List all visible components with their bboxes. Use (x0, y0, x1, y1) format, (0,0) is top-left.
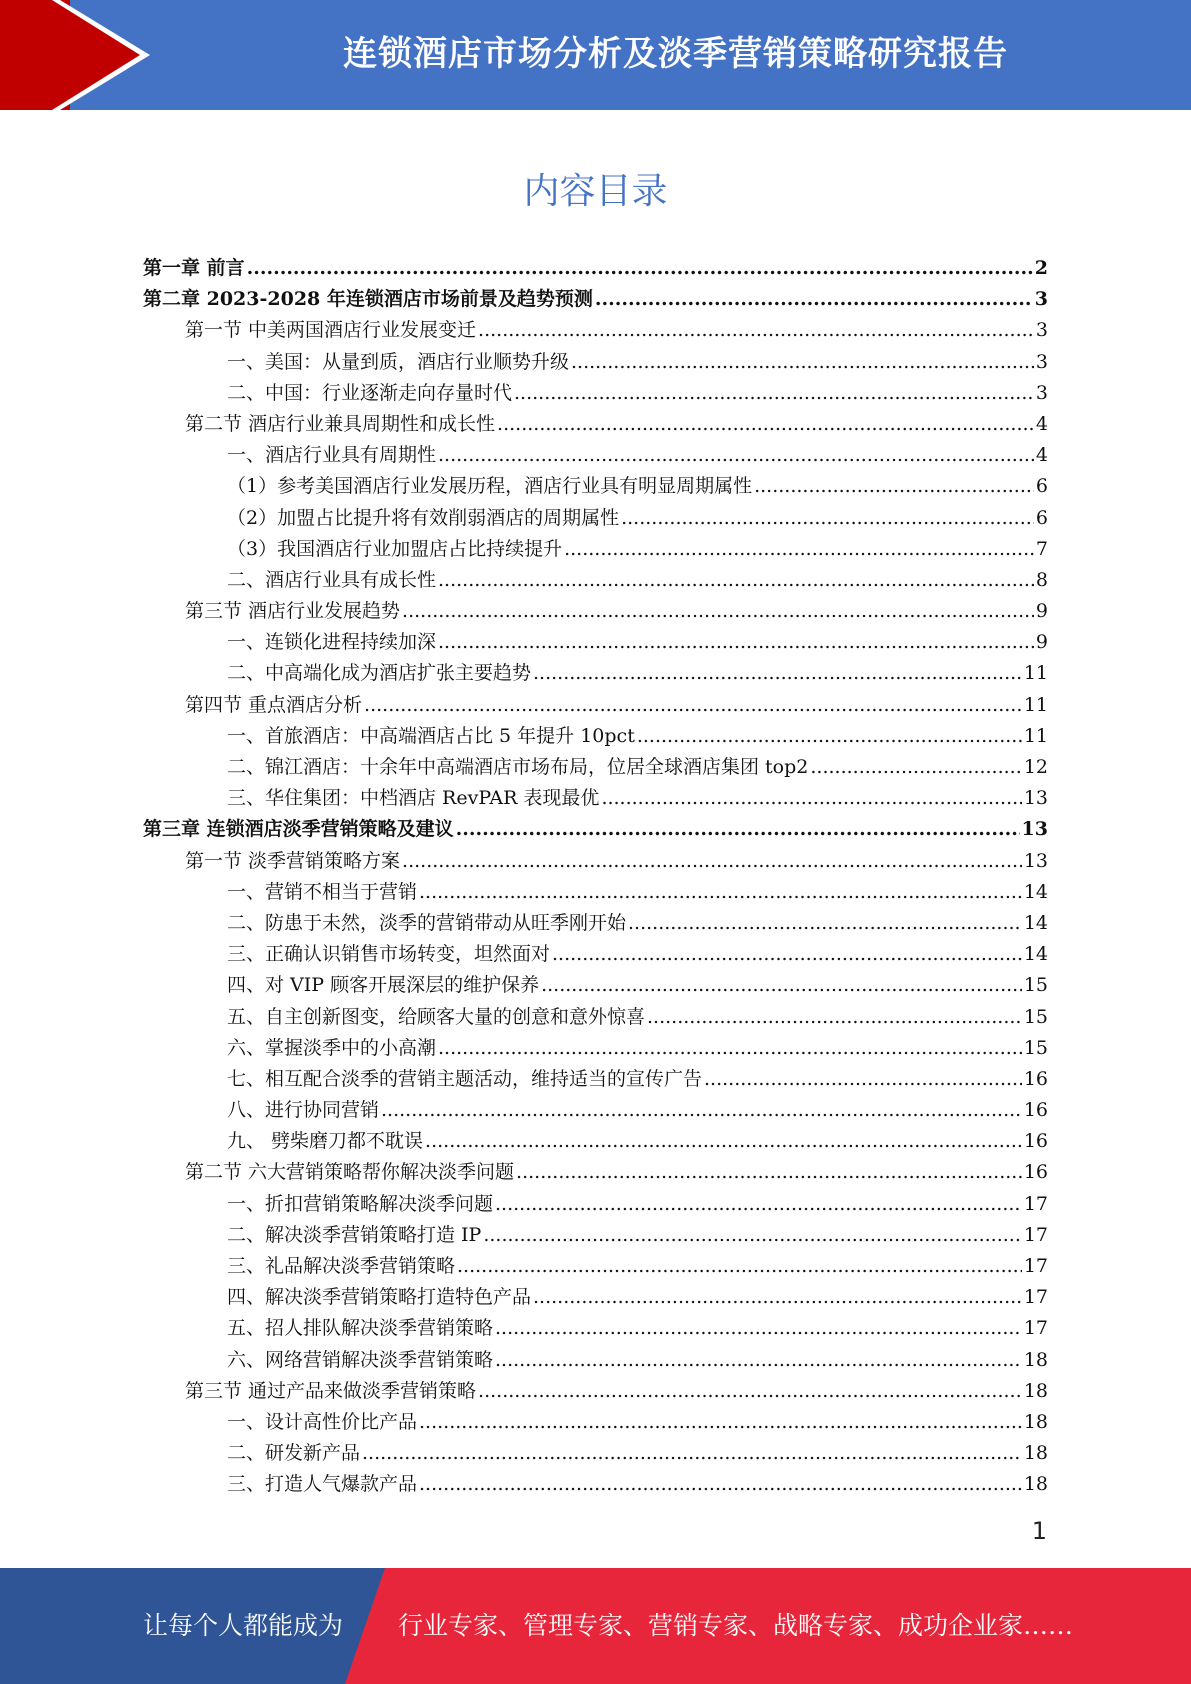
toc-dot-leader (478, 1376, 1022, 1407)
toc-entry-title: 一、连锁化进程持续加深 (227, 631, 437, 654)
toc-dot-leader (647, 1002, 1022, 1033)
toc-entry-page: 15 (1023, 974, 1048, 997)
toc-dot-leader (601, 783, 1021, 814)
toc-dot-leader (419, 1469, 1022, 1500)
toc-entry-page: 3 (1035, 381, 1048, 404)
toc-dot-leader (637, 721, 1022, 752)
toc-entry-page: 13 (1021, 818, 1048, 841)
toc-entry-title: 六、网络营销解决淡季营销策略 (227, 1348, 494, 1371)
toc-entry-title: 二、锦江酒店：十余年中高端酒店市场布局，位居全球酒店集团 top2 (227, 756, 809, 778)
toc-entry-title: 第二节 六大营销策略帮你解决淡季问题 (185, 1161, 515, 1184)
toc-entry-page: 18 (1023, 1348, 1048, 1371)
toc-entry[interactable] (143, 783, 1048, 814)
toc-entry[interactable] (143, 1407, 1048, 1438)
toc-entry[interactable] (143, 1157, 1048, 1188)
toc-entry[interactable] (143, 970, 1048, 1001)
toc-entry-title: 六、掌握淡季中的小高潮 (227, 1036, 437, 1059)
toc-entry[interactable] (143, 908, 1048, 939)
toc-entry[interactable] (143, 1033, 1048, 1064)
toc-entry-page: 14 (1023, 943, 1048, 966)
toc-dot-leader (571, 347, 1034, 378)
toc-entry-page: 3 (1035, 350, 1048, 373)
footer-slogan-right: 行业专家、管理专家、营销专家、战略专家、成功企业家…… (398, 1611, 1074, 1640)
toc-entry[interactable] (143, 378, 1048, 409)
toc-entry[interactable] (143, 471, 1048, 502)
toc-entry-title: 三、礼品解决淡季营销策略 (227, 1255, 456, 1277)
toc-entry-title: 三、打造人气爆款产品 (227, 1473, 418, 1496)
toc-entry-title: 七、相互配合淡季的营销主题活动，维持适当的宣传广告 (227, 1067, 703, 1090)
toc-heading: 内容目录 (523, 171, 668, 212)
toc-entry[interactable] (143, 1251, 1048, 1282)
toc-entry[interactable] (143, 565, 1048, 596)
toc-dot-leader (438, 440, 1034, 471)
toc-entry[interactable] (143, 877, 1048, 908)
toc-entry[interactable] (143, 1438, 1048, 1469)
toc-entry[interactable] (143, 503, 1048, 534)
toc-dot-leader (438, 627, 1034, 658)
toc-entry-title: 第三节 酒店行业发展趋势 (185, 600, 401, 623)
toc-entry[interactable] (143, 1282, 1048, 1313)
toc-entry-title: 第三节 通过产品来做淡季营销策略 (185, 1379, 477, 1402)
toc-dot-leader (483, 1220, 1021, 1251)
toc-entry-title: 三、正确认识销售市场转变，坦然面对 (227, 943, 551, 966)
toc-entry[interactable] (143, 721, 1048, 752)
toc-dot-leader (381, 1095, 1022, 1126)
toc-dot-leader (514, 378, 1034, 409)
toc-dot-leader (595, 284, 1033, 315)
page-number: 1 (1031, 1517, 1047, 1545)
toc-entry-page: 11 (1023, 693, 1048, 716)
toc-entry[interactable] (143, 1064, 1048, 1095)
toc-dot-leader (497, 409, 1034, 440)
toc-entry-page: 8 (1035, 568, 1048, 591)
toc-entry-page: 4 (1035, 412, 1048, 435)
toc-entry[interactable] (143, 1189, 1048, 1220)
toc-entry-title: 二、防患于未然，淡季的营销带动从旺季刚开始 (227, 911, 627, 934)
toc-entry-title: （3）我国酒店行业加盟店占比持续提升 (227, 537, 563, 560)
toc-entry-title: 第一节 淡季营销策略方案 (185, 849, 401, 872)
toc-entry[interactable] (143, 1376, 1048, 1407)
toc-dot-leader (438, 1033, 1022, 1064)
toc-entry[interactable] (143, 347, 1048, 378)
toc-entry-page: 13 (1023, 849, 1048, 872)
toc-entry-title: 一、酒店行业具有周期性 (227, 444, 437, 467)
toc-entry[interactable] (143, 596, 1048, 627)
toc-entry-title: 五、自主创新图变，给顾客大量的创意和意外惊喜 (227, 1005, 646, 1028)
toc-entry-title: 五、招人排队解决淡季营销策略 (227, 1317, 494, 1340)
toc-entry-title: 第一节 中美两国酒店行业发展变迁 (185, 319, 477, 342)
toc-entry-title: 三、华住集团：中档酒店 RevPAR 表现最优 (227, 787, 600, 810)
toc-entry-page: 16 (1023, 1130, 1048, 1153)
toc-entry[interactable] (143, 939, 1048, 970)
toc-dot-leader (533, 658, 1022, 689)
toc-entry-title: 一、首旅酒店：中高端酒店占比 5 年提升 10pct (227, 724, 635, 747)
toc-entry-page: 17 (1023, 1192, 1048, 1215)
toc-entry-page: 17 (1023, 1223, 1048, 1246)
toc-entry[interactable] (143, 1469, 1048, 1500)
toc-dot-leader (810, 752, 1021, 783)
toc-dot-leader (364, 690, 1022, 721)
toc-entry[interactable] (143, 1313, 1048, 1344)
footer-slogan-left: 让每个人都能成为 (143, 1611, 344, 1640)
toc-entry-page: 18 (1023, 1379, 1048, 1402)
toc-entry-page: 11 (1023, 724, 1048, 747)
toc-entry-title: 二、中国：行业逐渐走向存量时代 (227, 381, 513, 404)
toc-dot-leader (457, 1251, 1022, 1282)
toc-entry-page: 14 (1023, 880, 1048, 903)
toc-entry[interactable] (143, 752, 1048, 783)
toc-entry-title: 第三章 连锁酒店淡季营销策略及建议 (143, 818, 454, 841)
toc-entry-title: 第二节 酒店行业兼具周期性和成长性 (185, 412, 496, 435)
toc-dot-leader (425, 1126, 1022, 1157)
toc-entry-page: 18 (1023, 1442, 1048, 1465)
toc-entry[interactable] (143, 1002, 1048, 1033)
toc-entry[interactable] (143, 409, 1048, 440)
toc-entry-page: 14 (1023, 911, 1048, 934)
toc-dot-leader (402, 846, 1022, 877)
toc-entry-title: 一、营销不相当于营销 (227, 880, 418, 903)
toc-dot-leader (402, 596, 1034, 627)
toc-entry-page: 18 (1023, 1473, 1048, 1496)
toc-entry[interactable] (143, 1220, 1048, 1251)
footer-banner (0, 1568, 1191, 1684)
toc-entry-page: 18 (1023, 1410, 1048, 1433)
toc-dot-leader (419, 877, 1022, 908)
toc-entry-title: 第二章 2023-2028 年连锁酒店市场前景及趋势预测 (143, 288, 593, 311)
toc-dot-leader (628, 908, 1022, 939)
toc-entry-title: 八、进行协同营销 (227, 1099, 380, 1122)
toc-entry-page: 16 (1023, 1099, 1048, 1122)
toc-entry-page: 13 (1023, 787, 1048, 810)
toc-dot-leader (456, 814, 1020, 845)
report-title: 连锁酒店市场分析及淡季营销策略研究报告 (343, 34, 1008, 74)
toc-entry-page: 4 (1035, 444, 1048, 467)
toc-entry[interactable] (143, 846, 1048, 877)
toc-entry-title: （2）加盟占比提升将有效削弱酒店的周期属性 (227, 506, 620, 529)
toc-entry[interactable] (143, 1126, 1048, 1157)
toc-dot-leader (516, 1157, 1022, 1188)
toc-entry[interactable] (143, 814, 1048, 845)
toc-entry-page: 3 (1035, 319, 1048, 342)
toc-entry-page: 9 (1035, 600, 1048, 623)
toc-entry[interactable] (143, 534, 1048, 565)
toc-dot-leader (247, 253, 1033, 284)
toc-entry[interactable] (143, 690, 1048, 721)
toc-entry[interactable] (143, 1345, 1048, 1376)
toc-dot-leader (495, 1189, 1022, 1220)
toc-entry-title: 四、对 VIP 顾客开展深层的维护保养 (227, 974, 540, 997)
toc-entry[interactable] (143, 1095, 1048, 1126)
toc-entry-page: 6 (1035, 475, 1048, 498)
toc-dot-leader (478, 315, 1034, 346)
toc-entry-page: 12 (1023, 756, 1048, 778)
toc-entry-page: 17 (1023, 1255, 1048, 1277)
toc-entry-page: 2 (1034, 257, 1048, 279)
toc-entry-title: 九、 劈柴磨刀都不耽误 (227, 1130, 424, 1153)
toc-entry-title: 第一章 前言 (143, 257, 245, 279)
toc-dot-leader (541, 970, 1022, 1001)
toc-entry-page: 17 (1023, 1286, 1048, 1309)
toc-dot-leader (419, 1407, 1022, 1438)
toc-entry-page: 11 (1023, 662, 1048, 685)
toc-entry-page: 16 (1023, 1067, 1048, 1090)
header-banner (0, 0, 1191, 110)
toc-entry[interactable] (143, 658, 1048, 689)
toc-entry[interactable] (143, 440, 1048, 471)
toc-entry-page: 6 (1035, 506, 1048, 529)
toc-entry-page: 17 (1023, 1317, 1048, 1340)
toc-entry-title: 第四节 重点酒店分析 (185, 693, 363, 716)
toc-dot-leader (564, 534, 1034, 565)
toc-entry-title: 二、中高端化成为酒店扩张主要趋势 (227, 662, 532, 685)
toc-entry-title: 二、解决淡季营销策略打造 IP (227, 1223, 482, 1246)
toc-entry-title: 一、美国：从量到质，酒店行业顺势升级 (227, 350, 570, 373)
toc-dot-leader (495, 1313, 1022, 1344)
toc-dot-leader (438, 565, 1034, 596)
toc-dot-leader (704, 1064, 1022, 1095)
toc-entry[interactable] (143, 253, 1048, 284)
toc-dot-leader (533, 1282, 1022, 1313)
toc-dot-leader (754, 471, 1034, 502)
toc-entry-page: 15 (1023, 1005, 1048, 1028)
toc-entry-title: 一、折扣营销策略解决淡季问题 (227, 1192, 494, 1215)
toc-entry-page: 3 (1034, 288, 1048, 311)
toc-dot-leader (621, 503, 1034, 534)
toc-entry[interactable] (143, 315, 1048, 346)
toc-dot-leader (552, 939, 1022, 970)
toc-entry-title: 二、酒店行业具有成长性 (227, 568, 437, 591)
toc-entry[interactable] (143, 627, 1048, 658)
toc-entry-page: 9 (1035, 631, 1048, 654)
toc-dot-leader (362, 1438, 1022, 1469)
toc-entry-title: （1）参考美国酒店行业发展历程，酒店行业具有明显周期属性 (227, 475, 753, 498)
toc-entry-title: 一、设计高性价比产品 (227, 1410, 418, 1433)
toc-entry-title: 四、解决淡季营销策略打造特色产品 (227, 1286, 532, 1309)
header-chevron-icon (0, 0, 140, 110)
toc-dot-leader (495, 1345, 1022, 1376)
table-of-contents (143, 253, 1048, 1501)
toc-entry-title: 二、研发新产品 (227, 1442, 361, 1465)
toc-entry-page: 16 (1023, 1161, 1048, 1184)
toc-entry-page: 7 (1035, 537, 1048, 560)
toc-entry[interactable] (143, 284, 1048, 315)
toc-entry-page: 15 (1023, 1036, 1048, 1059)
